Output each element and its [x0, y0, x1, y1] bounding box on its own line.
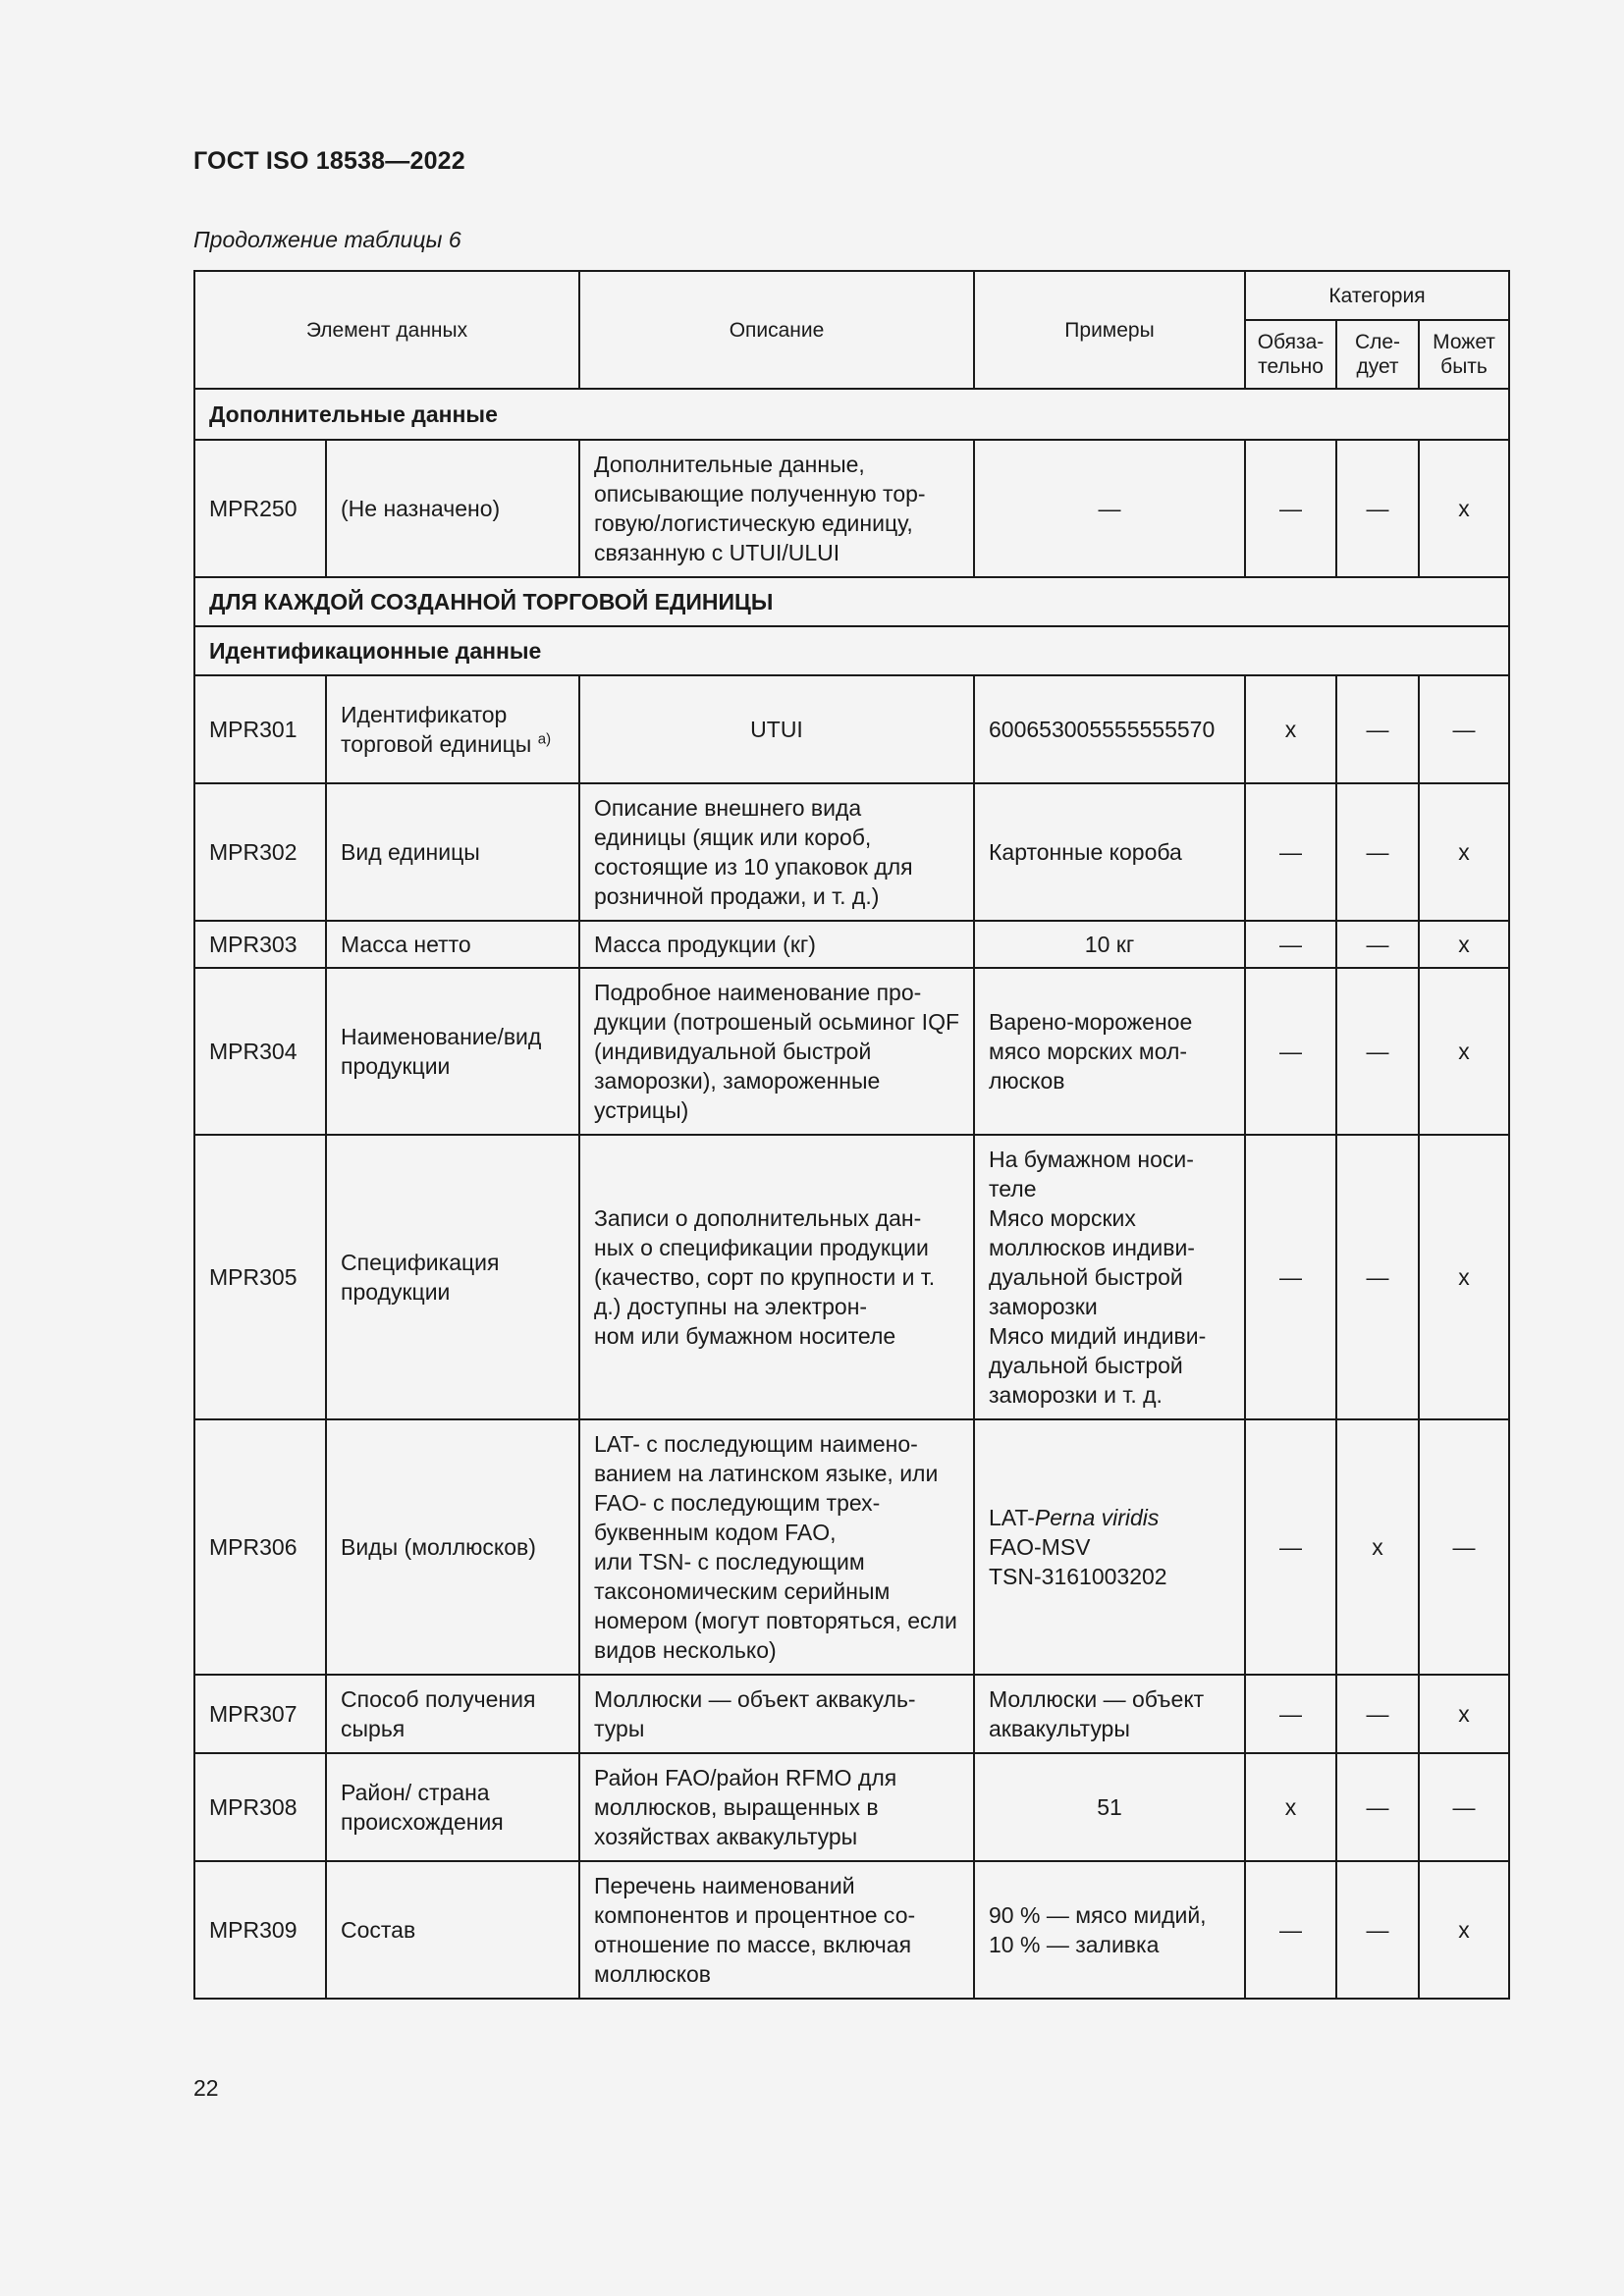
- row-may: x: [1419, 440, 1509, 577]
- row-name: Способ получения сырья: [326, 1675, 579, 1753]
- row-may: —: [1419, 1753, 1509, 1861]
- row-example: Моллюски — объект аквакультуры: [974, 1675, 1245, 1753]
- table-row: [194, 1419, 1509, 1675]
- row-should: —: [1336, 1675, 1419, 1753]
- table-row: [194, 921, 1509, 968]
- col-header-may: Может быть: [1419, 320, 1509, 389]
- document-title: ГОСТ ISO 18538—2022: [193, 147, 465, 175]
- table-row: [194, 675, 1509, 783]
- row-name: Масса нетто: [326, 921, 579, 968]
- row-name: Наименование/вид продукции: [326, 968, 579, 1135]
- row-may: x: [1419, 1861, 1509, 1999]
- row-should: —: [1336, 675, 1419, 783]
- row-name: Вид единицы: [326, 783, 579, 921]
- row-should: —: [1336, 783, 1419, 921]
- row-code: MPR309: [194, 1861, 326, 1999]
- row-should: —: [1336, 1135, 1419, 1419]
- row-description: Описание внешнего вида единицы (ящик или короб, состоящие из 10 упаковок для розничной продажи, и т. д.): [579, 783, 974, 921]
- example-line: FAO-MSV: [989, 1534, 1091, 1560]
- row-name-text: Идентификатор торговой единицы: [341, 702, 532, 757]
- section-identification-data: Идентификационные данные: [194, 626, 1509, 675]
- table-row: [194, 1135, 1509, 1419]
- row-mandatory: —: [1245, 968, 1336, 1135]
- row-should: —: [1336, 1861, 1419, 1999]
- table-caption: Продолжение таблицы 6: [193, 227, 461, 252]
- row-may: x: [1419, 1675, 1509, 1753]
- col-header-category: Категория: [1245, 271, 1509, 320]
- row-example: 90 % — мясо мидий, 10 % — заливка: [974, 1861, 1245, 1999]
- row-description: Записи о дополнительных дан- ных о спецификации продукции (качество, сорт по крупности и т. д.) доступны на электрон- ном или бумажном носителе: [579, 1135, 974, 1419]
- row-code: MPR301: [194, 675, 326, 783]
- row-mandatory: —: [1245, 1675, 1336, 1753]
- row-mandatory: —: [1245, 440, 1336, 577]
- row-code: MPR307: [194, 1675, 326, 1753]
- row-should: —: [1336, 1753, 1419, 1861]
- row-mandatory: —: [1245, 1419, 1336, 1675]
- row-code: MPR306: [194, 1419, 326, 1675]
- row-description: Моллюски — объект аквакуль- туры: [579, 1675, 974, 1753]
- row-code: MPR304: [194, 968, 326, 1135]
- row-should: —: [1336, 921, 1419, 968]
- row-code: MPR250: [194, 440, 326, 577]
- row-name: Виды (моллюсков): [326, 1419, 579, 1675]
- table-row: [194, 440, 1509, 577]
- row-mandatory: x: [1245, 1753, 1336, 1861]
- table-row: [194, 968, 1509, 1135]
- col-header-mandatory: Обяза- тельно: [1245, 320, 1336, 389]
- row-may: x: [1419, 1135, 1509, 1419]
- row-may: x: [1419, 783, 1509, 921]
- row-description: Дополнительные данные, описывающие полученную тор- говую/логистическую единицу, связанную с UTUI/ULUI: [579, 440, 974, 577]
- row-code: MPR303: [194, 921, 326, 968]
- example-line: [989, 1503, 1230, 1532]
- row-may: —: [1419, 1419, 1509, 1675]
- row-name: Спецификация продукции: [326, 1135, 579, 1419]
- row-example: Варено-мороженое мясо морских мол- люсков: [974, 968, 1245, 1135]
- row-code: MPR305: [194, 1135, 326, 1419]
- row-example: [974, 1419, 1245, 1675]
- row-should: —: [1336, 440, 1419, 577]
- row-example: 600653005555555570: [974, 675, 1245, 783]
- table-row: [194, 1675, 1509, 1753]
- row-should: x: [1336, 1419, 1419, 1675]
- row-may: x: [1419, 921, 1509, 968]
- col-header-should: Сле- дует: [1336, 320, 1419, 389]
- col-header-element: Элемент данных: [194, 271, 579, 389]
- row-mandatory: —: [1245, 1861, 1336, 1999]
- row-example: Картонные короба: [974, 783, 1245, 921]
- row-should: —: [1336, 968, 1419, 1135]
- row-example: 10 кг: [974, 921, 1245, 968]
- row-description: Район FAO/район RFMO для моллюсков, выращенных в хозяйствах аквакультуры: [579, 1753, 974, 1861]
- row-example: На бумажном носи- теле Мясо морских моллюсков индиви- дуальной быстрой заморозки Мясо мидий индиви- дуальной быстрой заморозки и т. д.: [974, 1135, 1245, 1419]
- section-per-trade-unit: ДЛЯ КАЖДОЙ СОЗДАННОЙ ТОРГОВОЙ ЕДИНИЦЫ: [194, 577, 1509, 626]
- row-description: LAT- с последующим наимено- ванием на латинском языке, или FAO- с последующим трех- буквенным кодом FAO, или TSN- с последующим таксономическим серийным номером (могут повторяться, если видов несколько): [579, 1419, 974, 1675]
- col-header-examples: Примеры: [974, 271, 1245, 389]
- row-example: —: [974, 440, 1245, 577]
- footnote-marker: а): [537, 730, 552, 748]
- row-mandatory: —: [1245, 921, 1336, 968]
- row-name: Район/ страна происхождения: [326, 1753, 579, 1861]
- row-mandatory: —: [1245, 783, 1336, 921]
- row-name: (Не назначено): [326, 440, 579, 577]
- row-name: [326, 675, 579, 783]
- page-number: 22: [193, 2075, 219, 2101]
- row-mandatory: —: [1245, 1135, 1336, 1419]
- row-description: Подробное наименование про- дукции (потрошеный осьминог IQF (индивидуальной быстрой заморозки), замороженные устрицы): [579, 968, 974, 1135]
- section-additional-data: Дополнительные данные: [194, 389, 1509, 440]
- example-prefix: LAT-: [989, 1505, 1035, 1530]
- data-elements-table: [193, 270, 1510, 2000]
- col-header-description: Описание: [579, 271, 974, 389]
- row-description: UTUI: [579, 675, 974, 783]
- row-description: Масса продукции (кг): [579, 921, 974, 968]
- row-may: x: [1419, 968, 1509, 1135]
- row-code: MPR308: [194, 1753, 326, 1861]
- row-mandatory: x: [1245, 675, 1336, 783]
- row-code: MPR302: [194, 783, 326, 921]
- row-may: —: [1419, 675, 1509, 783]
- table-row: [194, 1753, 1509, 1861]
- table-row: [194, 783, 1509, 921]
- table-row: [194, 1861, 1509, 1999]
- example-species-latin: Perna viridis: [1034, 1505, 1160, 1530]
- row-description: Перечень наименований компонентов и процентное со- отношение по массе, включая моллюсков: [579, 1861, 974, 1999]
- example-line: TSN-3161003202: [989, 1564, 1167, 1589]
- row-example: 51: [974, 1753, 1245, 1861]
- row-name: Состав: [326, 1861, 579, 1999]
